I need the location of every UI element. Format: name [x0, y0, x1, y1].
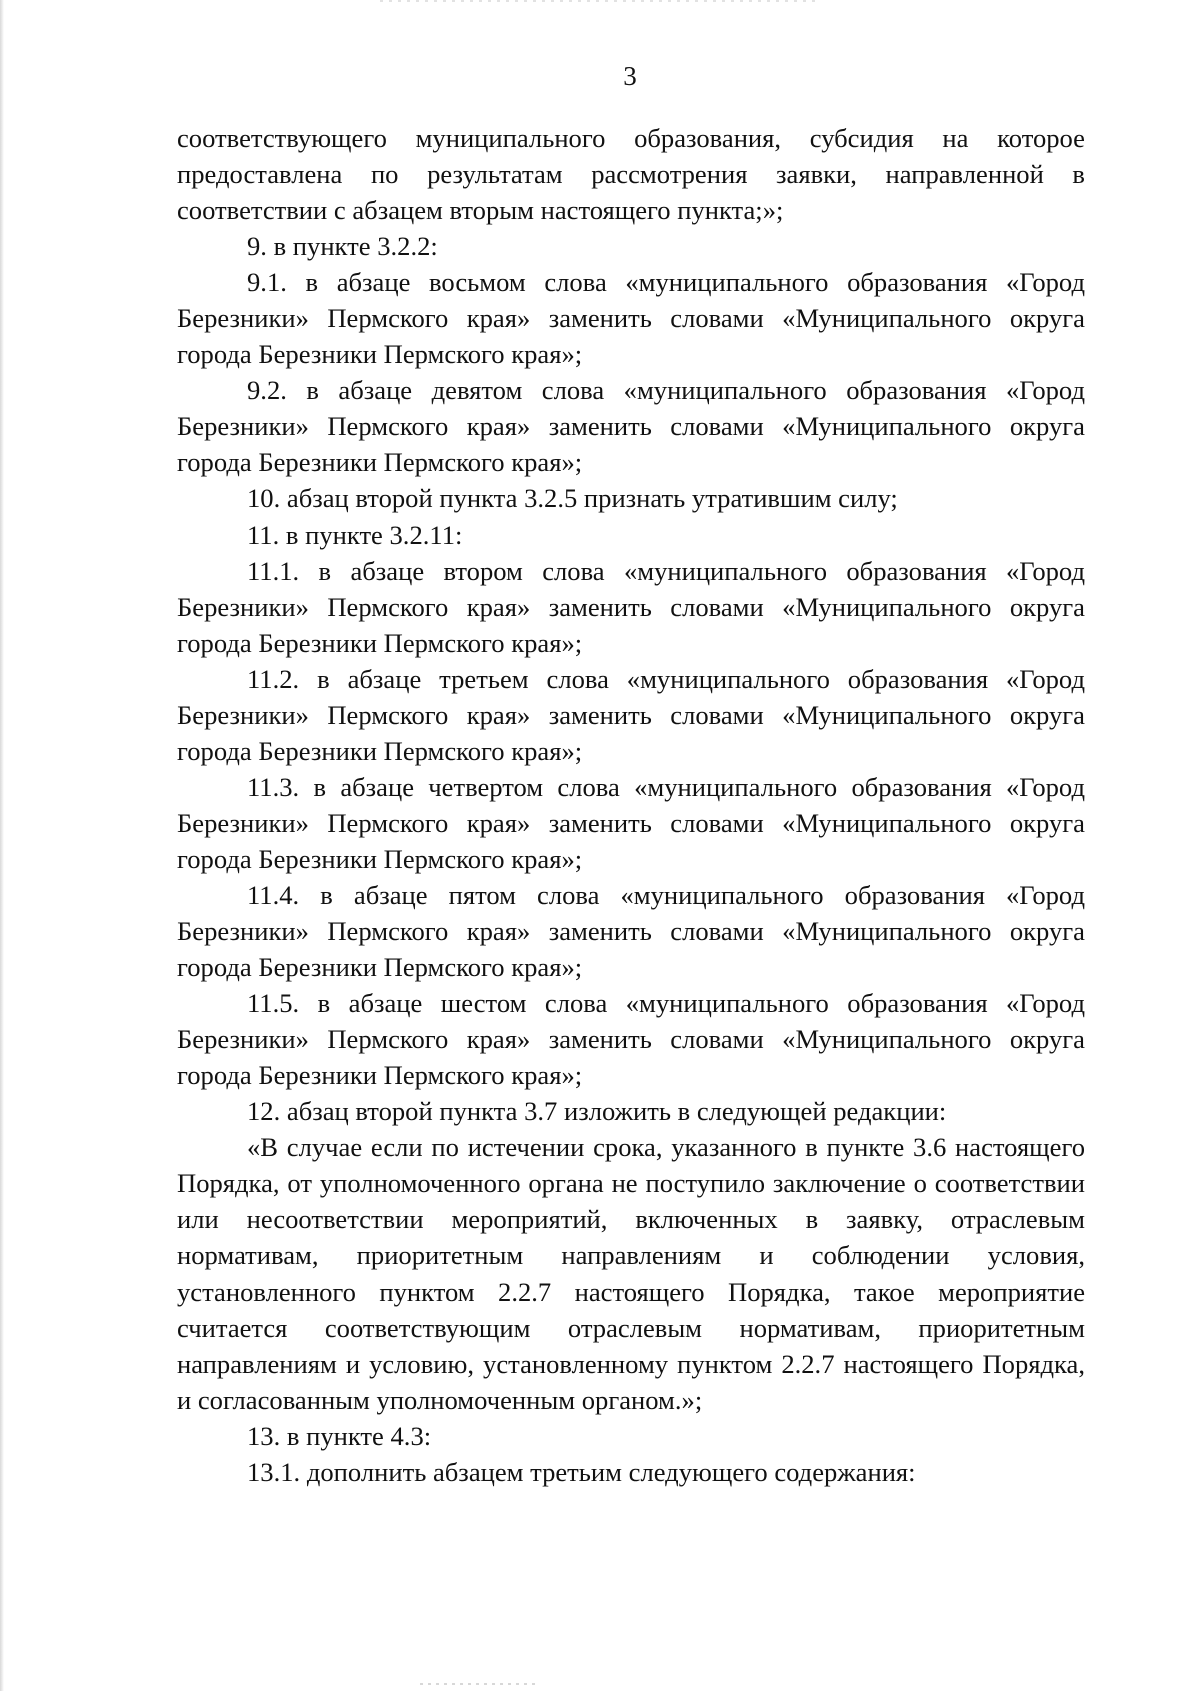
scan-bottom-edge-dots: [420, 1683, 540, 1685]
page-number: 3: [623, 61, 637, 91]
paragraph-item-9-1: 9.1. в абзаце восьмом слова «муниципального образования «Город Березники» Пермского края» заменить словами «Муниципального округа города Березники Пермского края»;: [177, 267, 1085, 370]
paragraph-item-11: 11. в пункте 3.2.11:: [247, 519, 463, 550]
paragraph-item-11-1: 11.1. в абзаце втором слова «муниципального образования «Город Березники» Пермского края» заменить словами «Муниципального округа города Березники Пермского края»;: [177, 555, 1085, 658]
paragraph-item-11-4: 11.4. в абзаце пятом слова «муниципального образования «Город Березники» Пермского края» заменить словами «Муниципального округа города Березники Пермского края»;: [177, 879, 1085, 983]
paragraph-continuation: соответствующего муниципального образования, субсидия на которое предоставлена по результатам рассмотрения заявки, направленной в соответствии с абзацем вторым настоящего пункта;»;: [177, 123, 1085, 226]
paragraph-item-9: 9. в пункте 3.2.2:: [247, 231, 438, 262]
scan-left-edge-shadow: [0, 0, 4, 1691]
paragraph-item-11-3: 11.3. в абзаце четвертом слова «муниципального образования «Город Березники» Пермского края» заменить словами «Муниципального округа города Березники Пермского края»;: [177, 771, 1085, 874]
scan-top-edge-dots: [380, 0, 820, 2]
paragraph-item-12: 12. абзац второй пункта 3.7 изложить в следующей редакции:: [247, 1096, 947, 1127]
paragraph-item-11-2: 11.2. в абзаце третьем слова «муниципального образования «Город Березники» Пермского края» заменить словами «Муниципального округа города Березники Пермского края»;: [177, 663, 1085, 766]
paragraph-quoted-text: «В случае если по истечении срока, указанного в пункте 3.6 настоящего Порядка, от уполномоченного органа не поступило заключение о соответствии или несоответствии мероприятий, включенных в заявку, отраслевым нормативам, приоритетным направлениям и соблюдении условия, установленного пунктом 2.2.7 настоящего Порядка, такое мероприятие считается соответствующим отраслевым нормативам, приоритетным направлениям и условию, установленному пунктом 2.2.7 настоящего Порядка, и согласованным уполномоченным органом.»;: [177, 1132, 1085, 1415]
paragraph-item-9-2: 9.2. в абзаце девятом слова «муниципального образования «Город Березники» Пермского края» заменить словами «Муниципального округа города Березники Пермского края»;: [177, 375, 1085, 478]
paragraph-item-10: 10. абзац второй пункта 3.2.5 признать утратившим силу;: [247, 483, 898, 514]
document-body: [177, 120, 1085, 1490]
paragraph-item-11-5: 11.5. в абзаце шестом слова «муниципального образования «Город Березники» Пермского края» заменить словами «Муниципального округа города Березники Пермского края»;: [177, 988, 1085, 1091]
paragraph-item-13-1: 13.1. дополнить абзацем третьим следующего содержания:: [247, 1456, 916, 1487]
paragraph-item-13: 13. в пункте 4.3:: [247, 1420, 432, 1451]
